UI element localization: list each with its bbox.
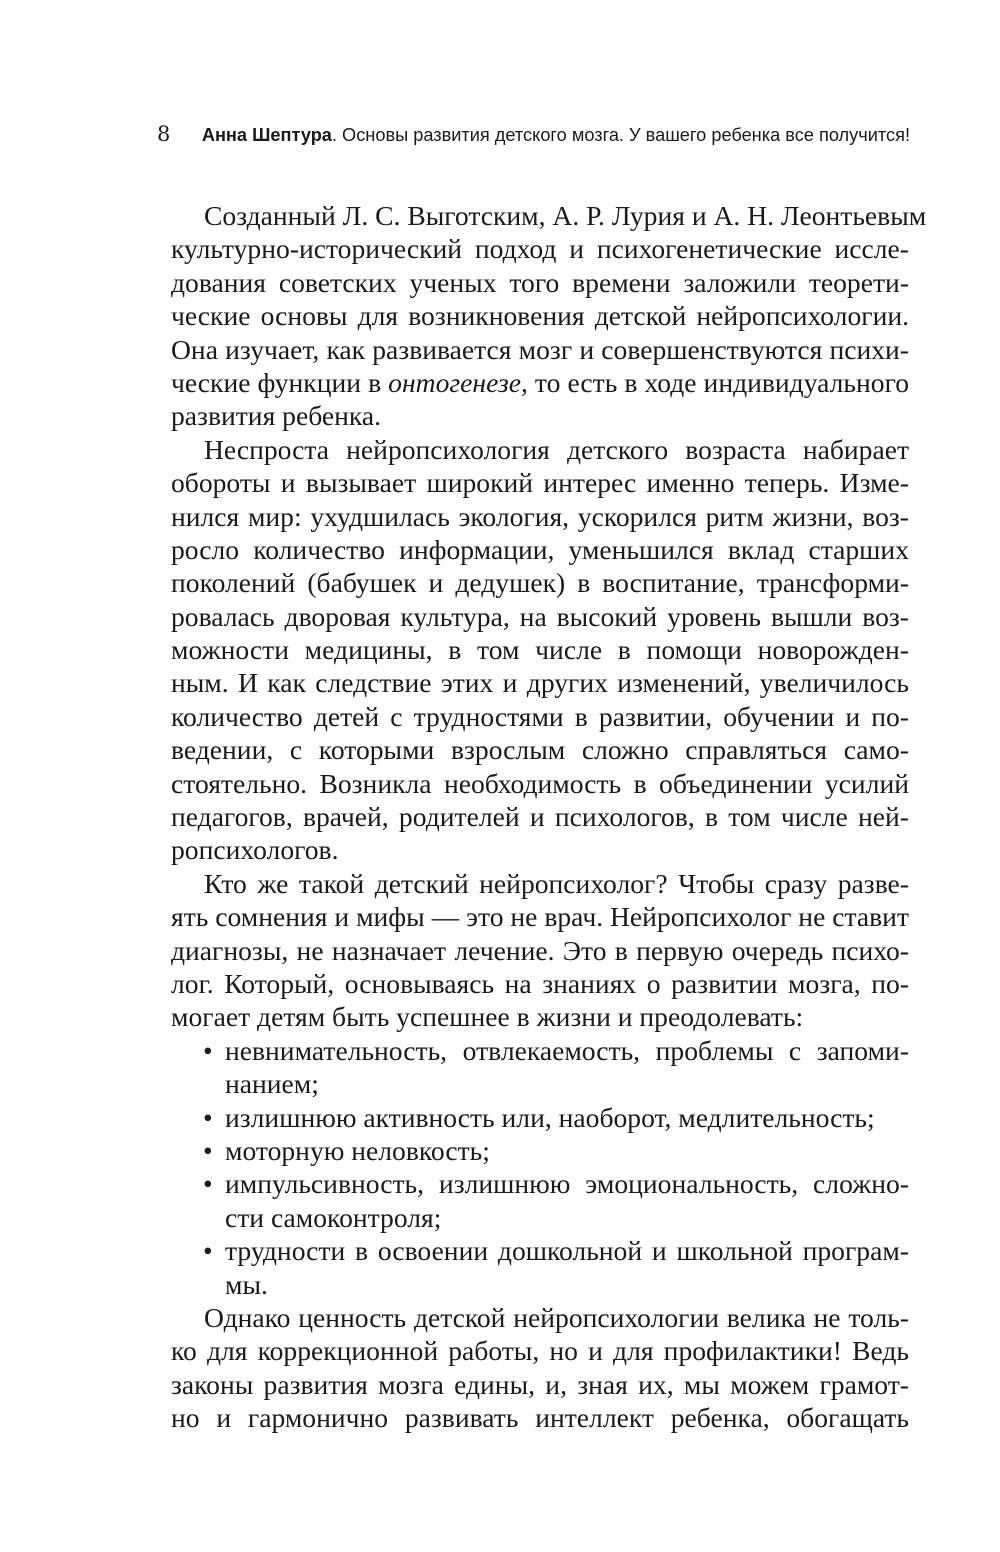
bullet-list <box>171 1034 909 1301</box>
list-item-text: трудности в освоении дошкольной и школьной програм- <box>225 1235 909 1267</box>
text-line: ведении, с которыми взрослым сложно справляться само- <box>171 734 909 766</box>
text-line: можности медицины, в том числе в помощи новорожден- <box>171 634 909 666</box>
list-item <box>171 1134 909 1167</box>
running-title <box>202 121 910 149</box>
text-line: диагнозы, не назначает лечение. Это в первую очередь психо- <box>171 934 909 966</box>
bullet-icon: • <box>203 1034 213 1066</box>
text-line: ным. И как следствие этих и других изменений, увеличилось <box>171 667 909 699</box>
text-line: лог. Который, основываясь на знаниях о развитии мозга, по- <box>171 967 909 999</box>
bullet-icon: • <box>203 1134 213 1166</box>
paragraph-2 <box>171 433 909 867</box>
text-segment: ческие функции в <box>171 366 389 398</box>
text-line: педагогов, врачей, родителей и психологов, в том числе ней- <box>171 801 909 833</box>
text-line: Кто же такой детский нейропсихолог? Чтобы сразу разве- <box>204 867 909 899</box>
term-ontogenesis: онтогенезе <box>388 366 521 398</box>
running-head <box>0 119 1000 153</box>
header-separator: . <box>331 125 343 145</box>
text-line: росло количество информации, уменьшился вклад старших <box>171 533 909 565</box>
text-line: нанием; <box>225 1068 319 1100</box>
text-line: стоятельно. Возникла необходимость в объединении усилий <box>171 767 909 799</box>
text-line: поколений (бабушек и дедушек) в воспитание, трансформи- <box>171 567 909 599</box>
text-line <box>171 1134 909 1167</box>
text-line <box>171 366 909 399</box>
list-item-text: моторную неловкость; <box>225 1134 490 1166</box>
text-line: ко для коррекционной работы, но и для профилактики! Ведь <box>171 1335 909 1367</box>
text-line: Созданный Л. С. Выготским, А. Р. Лурия и А. Н. Леонтьевым <box>204 200 927 231</box>
bullet-icon: • <box>203 1168 213 1200</box>
text-line: культурно-исторический подход и психогенетические иссле- <box>171 233 909 265</box>
text-line: ческие основы для возникновения детской нейропсихологии. <box>171 300 909 332</box>
text-line: Она изучает, как развивается мозг и совершенствуются психи- <box>171 333 909 365</box>
header-book-title: Основы развития детского мозга. У вашего ребенка все получится! <box>342 125 910 145</box>
paragraph-4 <box>171 1301 909 1435</box>
bullet-icon: • <box>203 1235 213 1267</box>
text-line <box>171 1167 909 1200</box>
text-line: ропсихологов. <box>171 834 339 866</box>
text-line: но и гармонично развивать интеллект ребенка, обогащать <box>171 1402 909 1434</box>
text-line: мы. <box>225 1268 268 1300</box>
list-item-text: излишнюю активность или, наоборот, медлительность; <box>225 1101 875 1133</box>
text-line <box>171 1034 909 1067</box>
body-text <box>171 199 927 1434</box>
list-item <box>171 1034 909 1101</box>
paragraph-3 <box>171 867 909 1034</box>
text-line: обороты и вызывает широкий интерес именно теперь. Изме- <box>171 467 909 499</box>
header-author: Анна Шептура <box>201 125 332 145</box>
text-line: сти самоконтроля; <box>225 1201 442 1233</box>
text-line: нился мир: ухудшилась экология, ускорился ритм жизни, воз- <box>171 500 909 532</box>
text-line: дования советских ученых того времени заложили теорети- <box>171 266 909 298</box>
list-item-text: невнимательность, отвлекаемость, проблемы с запоми- <box>225 1034 909 1066</box>
text-line <box>171 1101 909 1134</box>
text-line: количество детей с трудностями в развитии, обучении и по- <box>171 700 909 732</box>
paragraph-1 <box>171 199 927 433</box>
text-line: развития ребенка. <box>171 400 382 432</box>
page-number: 8 <box>157 122 171 146</box>
text-line: Неспроста нейропсихология детского возраста набирает <box>204 433 909 465</box>
text-line: ять сомнения и мифы — это не врач. Нейропсихолог не ставит <box>171 901 909 933</box>
list-item <box>171 1234 909 1301</box>
text-line: законы развития мозга едины, и, зная их, мы можем грамот- <box>171 1368 909 1400</box>
list-item <box>171 1167 909 1234</box>
text-line <box>171 1234 909 1267</box>
text-segment: , то есть в ходе индивидуального <box>520 366 909 398</box>
text-line: ровалась дворовая культура, на высокий уровень вышли воз- <box>171 600 909 632</box>
list-item-text: импульсивность, излишнюю эмоциональность, сложно- <box>225 1168 909 1200</box>
text-line: могает детям быть успешнее в жизни и преодолевать: <box>171 1001 804 1033</box>
text-line: Однако ценность детской нейропсихологии велика не толь- <box>204 1301 909 1333</box>
list-item <box>171 1101 909 1134</box>
bullet-icon: • <box>203 1101 213 1133</box>
